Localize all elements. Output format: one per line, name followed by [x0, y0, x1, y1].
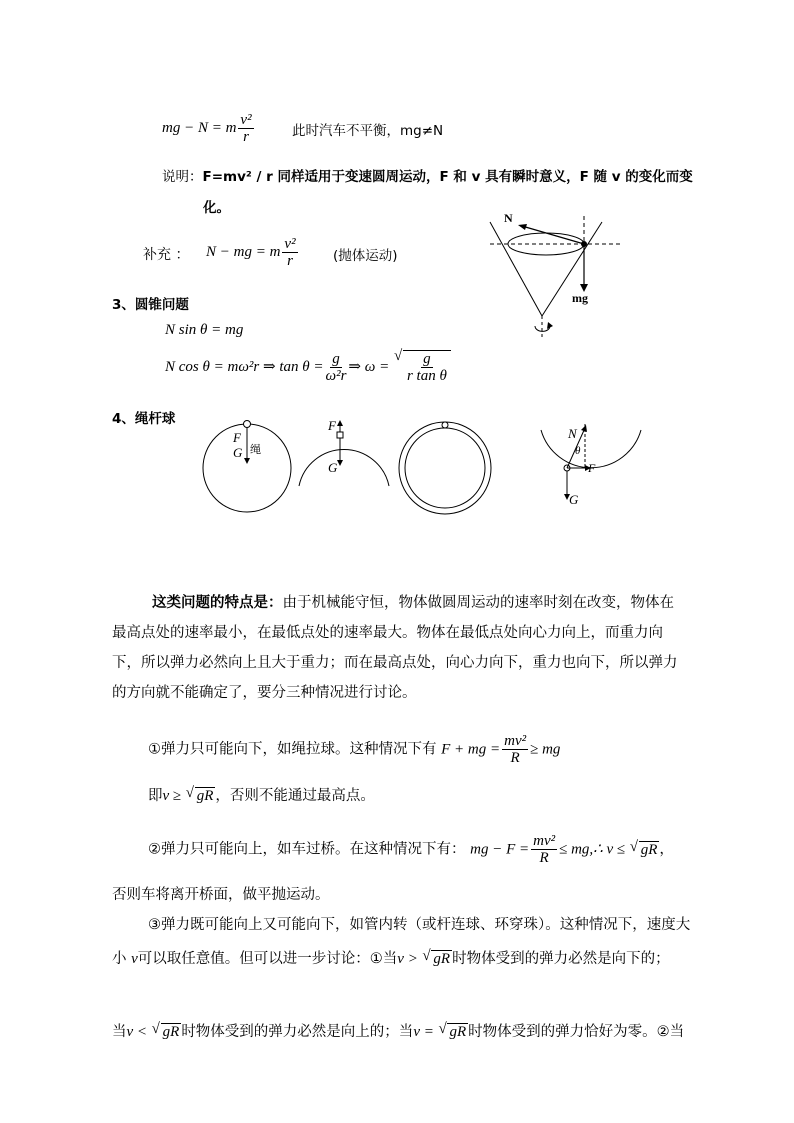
fig2-label-f: F — [328, 418, 336, 433]
normal-force-arrow — [522, 226, 584, 244]
bridge-arc — [299, 450, 389, 486]
fig4-label-theta: θ — [575, 445, 581, 457]
cone-eq-b-num: g — [332, 351, 340, 367]
case3c-mid2: 时物体受到的弹力恰好为零。②当 — [468, 1024, 685, 1040]
supplement-label: 补充 ： — [143, 247, 190, 263]
normal-arrowhead — [518, 224, 527, 230]
eq1-note: 此时汽车不平衡，mg≠N — [292, 123, 444, 139]
case1-rhs: ≥ mg — [530, 741, 561, 758]
case3c-root2: √ gR — [447, 1023, 468, 1041]
paragraph-characteristics — [112, 588, 682, 708]
case2-mid: ≤ mg,∴ v ≤ — [559, 841, 626, 858]
bowl-normal-arrowhead — [581, 425, 587, 432]
case3b-root: √ gR — [431, 950, 452, 968]
tube-inner — [405, 428, 485, 508]
fig2-label-g: G — [328, 460, 338, 475]
eq1-numerator: v² — [240, 112, 252, 128]
supplement-equation — [206, 236, 300, 269]
case1b-pre: 即 — [148, 788, 163, 804]
case1-num: mv² — [504, 733, 527, 749]
cone-eq-b-part2: ⇒ ω = — [348, 358, 390, 375]
fig1-label-f: F — [233, 430, 241, 445]
explain-label: 说明： — [162, 169, 203, 185]
case3b-mid: 可以取任意值。但可以进一步讨论：①当 — [137, 951, 398, 967]
section3-title: 3、圆锥问题 — [112, 297, 189, 313]
rope-rod-ball-figures — [195, 410, 655, 520]
cone-eq-b-root-den: r tan θ — [406, 368, 447, 384]
cone-left-edge — [490, 222, 542, 316]
figure-bowl — [541, 424, 641, 507]
case3c-cond2: v = — [413, 1024, 434, 1040]
rope-arrowhead — [244, 458, 250, 464]
eq1-denominator: r — [243, 129, 249, 145]
case3c-line — [112, 1020, 684, 1041]
figure-rope-ball — [203, 421, 291, 513]
case2-den: R — [539, 850, 549, 866]
bridge-up-arrowhead — [337, 420, 343, 426]
case3b-line — [112, 947, 670, 968]
eq1-lhs: mg − N = m — [162, 119, 237, 136]
case2-num: mv² — [533, 833, 556, 849]
tube-outer — [399, 422, 491, 514]
cone-eq-b-part1: N cos θ = mω²r ⇒ tan θ = — [165, 358, 324, 375]
case3c-pre: 当 — [112, 1024, 127, 1040]
supplement-note: (抛体运动) — [333, 248, 398, 264]
case2-lhs: mg − F = — [470, 841, 530, 858]
cone-eq-b-den: ω²r — [325, 368, 347, 384]
fig1-label-g: G — [233, 445, 243, 460]
case2b-line: 否则车将离开桥面，做平抛运动。 — [112, 887, 330, 903]
para1-text: 由于机械能守恒，物体做圆周运动的速率时刻在改变，物体在最高点处的速率最小，在最低点处的速率最大。物体在最低点处向心力向上，而重力向下，所以弹力必然向上且大于重力；而在最高点处，向心力向下，重力也向下，所以弹力的方向就不能确定了，要分三种情况进行讨论。 — [112, 595, 678, 701]
figure-bridge — [299, 418, 389, 486]
case1-den: R — [510, 750, 520, 766]
case2-post: ， — [659, 841, 674, 858]
case3-line: ③弹力既可能向上又可能向下，如管内转（或杆连球、环穿珠）。这种情况下，速度大 — [148, 917, 691, 933]
supplement-numerator: v² — [284, 236, 296, 252]
case2-line — [148, 833, 674, 866]
case1b-v: v ≥ — [162, 788, 182, 804]
explain-text: F=mv² / r 同样适用于变速圆周运动，F 和 v 具有瞬时意义，F 随 v 的变化而变 — [202, 169, 693, 185]
cone-eq-b-root-num: √ g — [423, 351, 431, 367]
case1-frac — [502, 733, 528, 766]
case2-text: ②弹力只可能向上，如车过桥。在这种情况下有： — [148, 841, 466, 858]
equation-car-bridge — [162, 112, 256, 145]
case3b-pre: 小 — [112, 951, 127, 967]
case1b-post: ，否则不能通过最高点。 — [215, 788, 375, 804]
case1-text: ①弹力只可能向下，如绳拉球。这种情况下有 — [148, 741, 437, 758]
case1-line — [148, 733, 560, 766]
section4-title: 4、绳杆球 — [112, 411, 176, 427]
case3b-v: v — [131, 951, 138, 967]
explain-text-continued: 化。 — [203, 200, 230, 216]
explain-line — [162, 165, 693, 185]
fig4-label-f: F — [588, 461, 596, 475]
para1-bold: 这类问题的特点是： — [152, 595, 283, 611]
bridge-down-arrowhead — [337, 460, 343, 466]
case2-frac — [531, 833, 557, 866]
fig1-label-rope: 绳 — [250, 444, 261, 456]
bridge-block — [337, 432, 343, 438]
tube-ball — [442, 422, 448, 428]
case3c-root1: √ gR — [161, 1023, 182, 1041]
case3b-cond: v > — [397, 951, 418, 967]
case3c-cond1: v < — [126, 1024, 148, 1040]
label-n: N — [504, 211, 513, 225]
cone-eq-a: N sin θ = mg — [165, 322, 244, 338]
supplement-lhs: N − mg = m — [206, 243, 281, 260]
cone-eq-b-root — [403, 350, 451, 384]
supplement-denominator: r — [287, 253, 293, 269]
case1b-line — [148, 784, 375, 805]
case2-root: √ gR — [639, 841, 660, 859]
cone-diagram — [480, 208, 630, 348]
cone-eq-b — [165, 350, 451, 384]
case1-lhs: F + mg = — [441, 741, 501, 758]
label-mg: mg — [572, 291, 588, 305]
figure-tube — [399, 422, 491, 514]
case1b-root: √ gR — [195, 787, 216, 805]
case3b-post: 时物体受到的弹力必然是向下的； — [452, 951, 670, 967]
fig4-label-g: G — [569, 492, 579, 507]
fig4-label-n: N — [568, 426, 577, 441]
case3c-mid1: 时物体受到的弹力必然是向上的；当 — [181, 1024, 414, 1040]
rope-ball — [244, 421, 251, 428]
